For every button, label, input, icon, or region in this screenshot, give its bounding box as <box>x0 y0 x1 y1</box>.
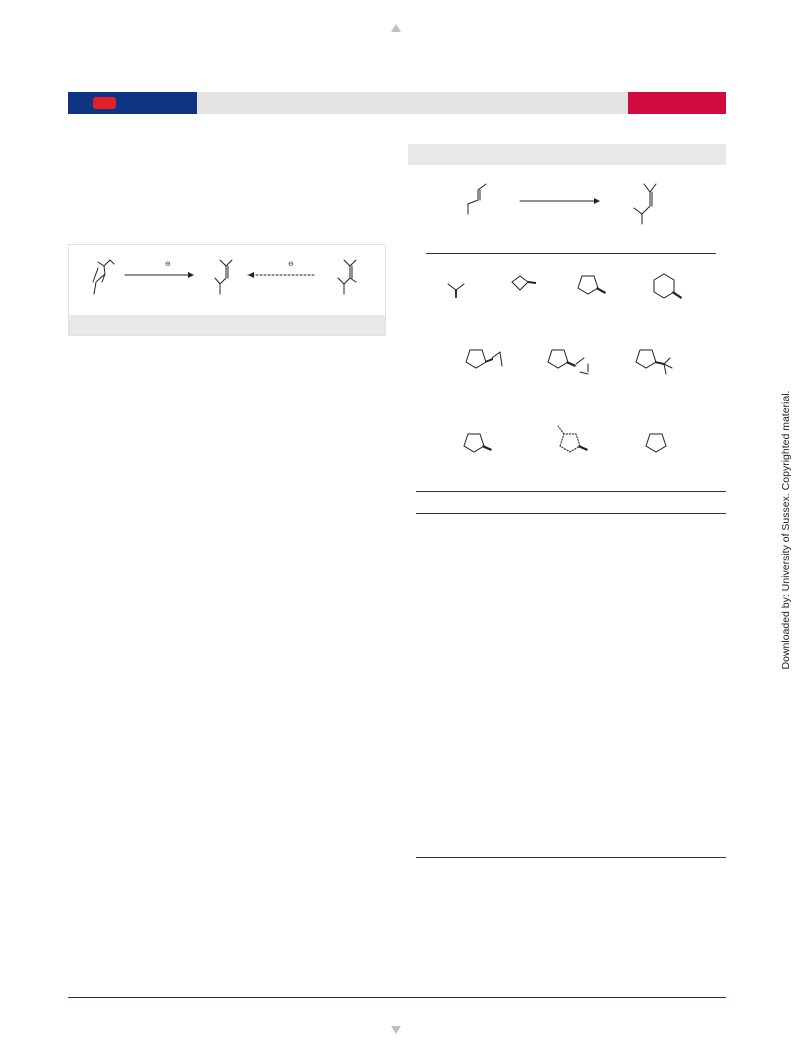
journal-header-right-block <box>628 92 726 114</box>
nav-down-arrow-icon[interactable] <box>391 1026 401 1034</box>
scheme-caption-bar <box>69 315 385 335</box>
table-substrate-grid <box>420 262 720 462</box>
substituent-cyclobutyl <box>512 276 536 290</box>
download-notice: Downloaded by: University of Sussex. Copyrighted material. <box>780 390 792 670</box>
substituent-cyclohexyl <box>654 274 682 299</box>
scheme-left-molecule <box>93 260 114 294</box>
substituent-cyclopentyl-tbutyl <box>636 350 672 374</box>
substituent-dimethylcyclopentyl <box>558 426 588 452</box>
scheme-middle-molecule <box>215 260 232 294</box>
substituent-isopropyl <box>448 284 464 298</box>
scheme-charge-left: ⊖ <box>165 260 171 268</box>
nav-up-arrow-icon[interactable] <box>391 24 401 32</box>
table-mid-rule-1 <box>416 491 726 492</box>
scheme-right-molecule <box>338 260 356 294</box>
substituent-cyclopentyl-vinyl <box>466 350 502 368</box>
product-structure <box>634 184 656 224</box>
table-reaction-scheme <box>408 172 726 232</box>
journal-header-band <box>68 92 726 114</box>
journal-badge <box>93 97 116 109</box>
scheme-structures <box>68 244 386 316</box>
reactant-structure <box>468 184 486 214</box>
substituent-cyclopentyl <box>578 276 606 294</box>
substituent-cyclopentyl-heteroaryl <box>548 350 588 374</box>
table-title-band <box>408 144 726 165</box>
scheme-charge-right: ⊖ <box>288 260 294 268</box>
footer-rule <box>68 997 726 998</box>
journal-header-left-block <box>68 92 197 114</box>
table-mid-rule-2 <box>416 513 726 514</box>
substituent-cyclopentane <box>646 434 666 452</box>
substituent-cyclopentyl-small <box>464 434 492 452</box>
table-bottom-rule <box>416 857 726 858</box>
table-top-rule <box>426 253 716 254</box>
